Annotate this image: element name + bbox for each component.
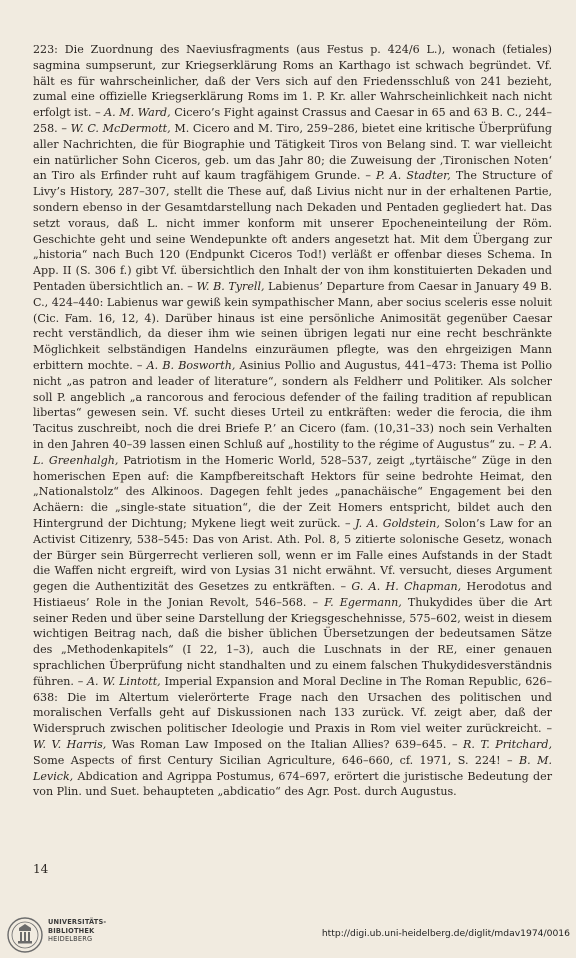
author-name: J. A. Goldstein, [355, 516, 440, 530]
paragraph-text: Abdication and Agrippa Postumus, 674–697, erörtert die juristische Bedeutung der von Plin. und Suet. behaupteten „abdicatio“ des Agr. Post. durch Augustus. [33, 769, 552, 799]
permalink-url[interactable]: http://digi.ub.uni-heidelberg.de/diglit/mdav1974/0016 [321, 928, 570, 939]
author-name: P. A. Stadter, [376, 169, 451, 183]
library-name-line-3: HEIDELBERG [48, 935, 93, 944]
document-body [33, 42, 552, 800]
author-name: G. A. H. Chapman, [351, 580, 462, 594]
paragraph-text: Was Roman Law Imposed on the Italian Allies? 639–645. – [106, 738, 464, 752]
paragraph-text: Imperial Expansion and Moral Decline in The Roman Republic, 626–638: Die im Altertum vielerörterte Frage nach den Ursachen des politischen und moralischen Verfalls geht auf Diskussionen nach 133 zurück. Vf. zeigt aber, daß der Widerspruch zwischen politischer Ideologie und Praxis in Rom viel weiter zurückreicht. – [33, 674, 553, 736]
library-name-line-1: UNIVERSITÄTS- [48, 918, 107, 926]
author-name: A. M. Ward, [104, 106, 171, 120]
paragraph-text: Asinius Pollio and Augustus, 441–473: Thema ist Pollio nicht „as patron and leader of literature“, sondern als Feldherr und Politiker. Als solcher soll P. angeblich „a rancorous and ferocious defender of the failing tradition af republican libertas“ gewesen sein. Vf. sucht dieses Urteil zu entkräften: weder die ferocia, die ihm Tacitus zuschreibt, noch die drei Briefe P.’ an Cicero (fam. (10,31–33) noch sein Verhalten in den Jahren 40–39 lassen einen Schluß auf „hostility to the régime of Augustus“ zu. – [33, 358, 552, 451]
author-name: W. C. McDermott, [70, 121, 171, 135]
author-name: R. T. Pritchard, [463, 738, 552, 752]
paragraph-text: Cicero’s Fight against Crassus and Caesar in 65 and 63 B. C., 244–258. – [33, 106, 552, 135]
paragraph-text: M. Cicero and M. Tiro, 259–286, bietet eine kritische Überprüfung aller Nachrichten, die für Biographie und Tätigkeit Tiros von Belang sind. T. war vielleicht ein natürlicher Sohn Ciceros, geb. um das Jahr 80; die Zuweisung der ‚Tironischen Noten‘ an Tiro als Erfinder ruht auf kaum tragfähigem Grunde. – [33, 121, 553, 183]
author-name: W. B. Tyrell, [196, 279, 265, 293]
author-name: B. M. Levick, [33, 753, 552, 783]
paragraph-text: Herodotus and Histiaeus’ Role in the Jonian Revolt, 546–568. – [33, 580, 553, 609]
viewer-footer [0, 910, 576, 958]
author-name: A. B. Bosworth, [146, 358, 236, 372]
author-name: P. A. L. Greenhalgh, [33, 437, 552, 467]
author-name: W. V. Harris, [33, 738, 107, 752]
university-library-seal-icon [5, 915, 45, 955]
paragraph-text: Patriotism in the Homeric World, 528–537, zeigt „tyrtäische“ Züge in den homerischen Epen auf: die Kampfbereitschaft Hektors für seine bedrohte Heimat, den „Nationalstolz“ des Alkinoos. Dagegen fehlt jedes „panachäische“ Engagement bei den Achäern: die „single-state situation“, die der Zeit Homers entspricht, bildet auch den Hintergrund der Dichtung; Mykene liegt weit zurück. – [33, 453, 552, 530]
library-name-line-2: BIBLIOTHEK [48, 926, 95, 935]
author-name: A. W. Lintott, [87, 674, 161, 688]
paragraph-text: Thukydides über die Art seiner Reden und über seine Darstellung der Kriegsgeschehnisse, 575–602, weist in diesem wichtigen Beitrag nach, daß die bisher üblichen Übersetzungen der bedeutsamen Sätze des „Methodenkapitels“ (I 22, 1–3), auch die Luschnats in der RE, einer genauen sprachlichen Überprüfung nicht standhalten und zu einem falschen Thukydidesverständnis führen. – [33, 595, 552, 688]
paragraph-text: Solon’s Law for an Activist Citizenry, 538–545: Das von Arist. Ath. Pol. 8, 5 zitierte solonische Gesetz, wonach der Bürger sein Bürgerrecht verlieren soll, wenn er im Falle eines Aufstands in der Stadt die Waffen nicht ergreift, wird von Lysias 31 nicht erwähnt. Vf. versucht, dieses Argument gegen die Authentizität des Gesetzes zu entkräften. – [33, 516, 552, 594]
paragraph-text: Some Aspects of first Century Sicilian Agriculture, 646–660, cf. 1971, S. 224! – [33, 753, 519, 767]
page-number: 14 [33, 862, 49, 876]
main-paragraph [33, 42, 552, 800]
paragraph-text: Labienus’ Departure from Caesar in January 49 B. C., 424–440: Labienus war gewiß kein sympathischer Mann, aber socius sceleris esse noluit (Cic. Fam. 16, 12, 4). Darüber hinaus ist eine persönliche Animosität gegenüber Caesar recht verständlich, da dieser ihm wie seinen übrigen legati nur eine recht beschränkte Möglichkeit selbständigen Handelns einzuräumen pflegte, was den ehrgeizigen Mann erbittern mochte. – [33, 279, 552, 372]
author-name: F. Egermann, [324, 595, 402, 609]
paragraph-text: The Structure of Livy’s History, 287–307, stellt die These auf, daß Livius nicht nur in der erhaltenen Partie, sondern ebenso in der Gesamtdarstellung nach Dekaden und Pentaden gegliedert hat. Das setzt voraus, daß L. nicht immer konform mit unserer Epocheneinteilung der Röm. Geschichte geht und seine Wendepunkte oft anders angesetzt hat. Mit dem Übergang zur „historia“ nach Buch 120 (Endpunkt Ciceros Tod!) verläßt er offenbar dieses Schema. In App. II (S. 306 f.) gibt Vf. übersichtlich den Inhalt der von ihm konstituierten Dekaden und Pentaden übersichtlich an. – [33, 169, 552, 293]
library-name [48, 918, 106, 944]
paragraph-text: 223: Die Zuordnung des Naeviusfragments (aus Festus p. 424/6 L.), wonach (fetiales) sagmina sumpserunt, zur Kriegserklärung Roms an Karthago ist schwach begründet. Vf. hält es für wahrscheinlicher, daß der Vers sich auf den Friedensschluß von 241 bezieht, zumal eine offizielle Kriegserklärung Roms im 1. P. Kr. aller Wahrscheinlichkeit nach nicht erfolgt ist. – [33, 43, 552, 120]
